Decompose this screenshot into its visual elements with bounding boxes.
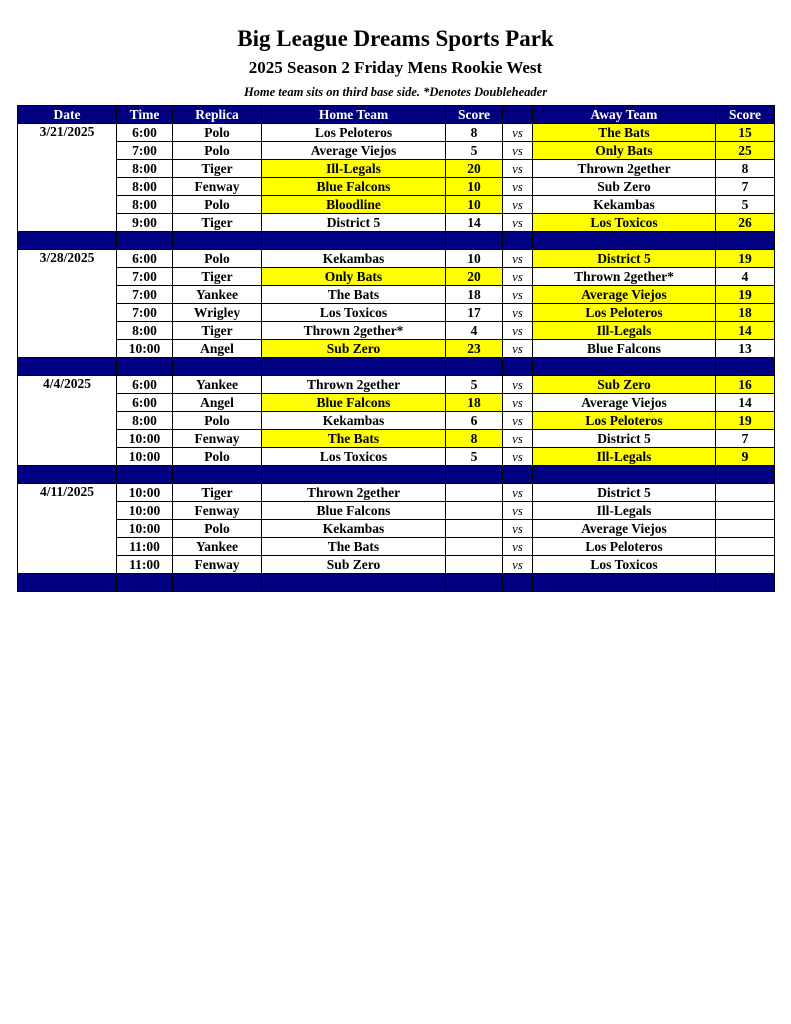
home-team-cell: Thrown 2gether: [262, 376, 446, 394]
home-score-cell: 8: [446, 124, 503, 142]
vs-cell: vs: [503, 430, 533, 448]
vs-cell: vs: [503, 214, 533, 232]
table-row: [18, 322, 775, 340]
time-cell: 11:00: [117, 538, 173, 556]
time-cell: 6:00: [117, 250, 173, 268]
away-team-cell: Average Viejos: [533, 286, 716, 304]
table-row: [18, 412, 775, 430]
field-cell: Tiger: [173, 268, 262, 286]
date-cell: [18, 214, 117, 232]
table-row: [18, 250, 775, 268]
away-team-cell: Los Toxicos: [533, 214, 716, 232]
time-cell: 6:00: [117, 124, 173, 142]
date-cell: [18, 196, 117, 214]
field-cell: Yankee: [173, 376, 262, 394]
home-team-cell: Bloodline: [262, 196, 446, 214]
away-team-cell: Los Peloteros: [533, 412, 716, 430]
separator-cell: [716, 358, 775, 376]
vs-cell: vs: [503, 538, 533, 556]
field-cell: Tiger: [173, 160, 262, 178]
col-header-home-team: Home Team: [262, 106, 446, 124]
time-cell: 10:00: [117, 484, 173, 502]
away-team-cell: Thrown 2gether*: [533, 268, 716, 286]
home-score-cell: [446, 520, 503, 538]
field-cell: Polo: [173, 448, 262, 466]
col-header-time: Time: [117, 106, 173, 124]
vs-cell: vs: [503, 502, 533, 520]
away-team-cell: Thrown 2gether: [533, 160, 716, 178]
separator-cell: [117, 466, 173, 484]
vs-cell: vs: [503, 376, 533, 394]
time-cell: 8:00: [117, 178, 173, 196]
home-team-cell: Average Viejos: [262, 142, 446, 160]
home-team-cell: The Bats: [262, 286, 446, 304]
home-team-cell: Thrown 2gether*: [262, 322, 446, 340]
date-cell: [18, 502, 117, 520]
away-score-cell: 25: [716, 142, 775, 160]
separator-cell: [533, 574, 716, 592]
separator-cell: [18, 358, 117, 376]
table-row: [18, 142, 775, 160]
away-team-cell: Average Viejos: [533, 394, 716, 412]
away-team-cell: Kekambas: [533, 196, 716, 214]
home-score-cell: 10: [446, 178, 503, 196]
time-cell: 6:00: [117, 376, 173, 394]
separator-cell: [173, 358, 262, 376]
vs-cell: vs: [503, 340, 533, 358]
home-score-cell: 23: [446, 340, 503, 358]
away-team-cell: Ill-Legals: [533, 502, 716, 520]
vs-cell: vs: [503, 484, 533, 502]
date-cell: [18, 304, 117, 322]
table-row: [18, 502, 775, 520]
home-team-cell: Ill-Legals: [262, 160, 446, 178]
away-score-cell: 7: [716, 430, 775, 448]
table-row: [18, 448, 775, 466]
field-cell: Wrigley: [173, 304, 262, 322]
home-team-cell: Sub Zero: [262, 556, 446, 574]
col-header-away-team: Away Team: [533, 106, 716, 124]
home-score-cell: 17: [446, 304, 503, 322]
home-team-cell: Kekambas: [262, 520, 446, 538]
week-separator: [18, 358, 775, 376]
home-score-cell: 5: [446, 448, 503, 466]
time-cell: 7:00: [117, 286, 173, 304]
away-score-cell: 13: [716, 340, 775, 358]
home-team-cell: The Bats: [262, 430, 446, 448]
separator-cell: [533, 358, 716, 376]
away-score-cell: 4: [716, 268, 775, 286]
vs-cell: vs: [503, 394, 533, 412]
separator-cell: [446, 574, 503, 592]
away-team-cell: Los Peloteros: [533, 304, 716, 322]
home-score-cell: [446, 556, 503, 574]
separator-cell: [503, 358, 533, 376]
table-row: [18, 160, 775, 178]
vs-cell: vs: [503, 142, 533, 160]
date-cell: [18, 268, 117, 286]
time-cell: 7:00: [117, 268, 173, 286]
separator-cell: [262, 466, 446, 484]
col-header-date: Date: [18, 106, 117, 124]
table-row: [18, 214, 775, 232]
schedule-note: Home team sits on third base side. *Denotes Doubleheader: [243, 85, 548, 99]
date-cell: [18, 538, 117, 556]
separator-cell: [716, 574, 775, 592]
home-score-cell: 18: [446, 286, 503, 304]
time-cell: 7:00: [117, 142, 173, 160]
field-cell: Polo: [173, 250, 262, 268]
away-score-cell: 5: [716, 196, 775, 214]
away-team-cell: Only Bats: [533, 142, 716, 160]
away-score-cell: 19: [716, 286, 775, 304]
vs-cell: vs: [503, 556, 533, 574]
table-row: [18, 394, 775, 412]
home-team-cell: Blue Falcons: [262, 502, 446, 520]
separator-cell: [533, 232, 716, 250]
vs-cell: vs: [503, 412, 533, 430]
away-score-cell: 14: [716, 394, 775, 412]
time-cell: 10:00: [117, 502, 173, 520]
home-score-cell: [446, 538, 503, 556]
separator-cell: [173, 466, 262, 484]
away-score-cell: [716, 556, 775, 574]
away-team-cell: District 5: [533, 484, 716, 502]
date-cell: [18, 160, 117, 178]
week-separator: [18, 232, 775, 250]
separator-cell: [446, 232, 503, 250]
field-cell: Fenway: [173, 556, 262, 574]
separator-cell: [262, 232, 446, 250]
page-subtitle: 2025 Season 2 Friday Mens Rookie West: [248, 58, 543, 77]
date-cell: [18, 286, 117, 304]
vs-cell: vs: [503, 448, 533, 466]
away-team-cell: Sub Zero: [533, 376, 716, 394]
vs-cell: vs: [503, 250, 533, 268]
vs-cell: vs: [503, 124, 533, 142]
header-row: [18, 106, 775, 124]
date-cell: 3/28/2025: [18, 250, 117, 268]
away-score-cell: [716, 538, 775, 556]
time-cell: 11:00: [117, 556, 173, 574]
separator-cell: [262, 574, 446, 592]
home-team-cell: Blue Falcons: [262, 394, 446, 412]
separator-cell: [446, 358, 503, 376]
home-team-cell: Kekambas: [262, 250, 446, 268]
field-cell: Polo: [173, 196, 262, 214]
away-team-cell: Sub Zero: [533, 178, 716, 196]
home-score-cell: 8: [446, 430, 503, 448]
table-row: [18, 484, 775, 502]
home-team-cell: Thrown 2gether: [262, 484, 446, 502]
away-score-cell: 8: [716, 160, 775, 178]
home-score-cell: [446, 502, 503, 520]
home-team-cell: District 5: [262, 214, 446, 232]
vs-cell: vs: [503, 268, 533, 286]
separator-cell: [117, 358, 173, 376]
away-team-cell: The Bats: [533, 124, 716, 142]
home-score-cell: 5: [446, 142, 503, 160]
table-row: [18, 376, 775, 394]
time-cell: 10:00: [117, 520, 173, 538]
home-score-cell: [446, 484, 503, 502]
home-team-cell: Sub Zero: [262, 340, 446, 358]
separator-cell: [503, 232, 533, 250]
separator-cell: [18, 232, 117, 250]
table-row: [18, 538, 775, 556]
field-cell: Yankee: [173, 286, 262, 304]
table-row: [18, 268, 775, 286]
field-cell: Polo: [173, 520, 262, 538]
separator-cell: [716, 232, 775, 250]
date-cell: [18, 556, 117, 574]
field-cell: Tiger: [173, 214, 262, 232]
date-cell: 4/11/2025: [18, 484, 117, 502]
home-team-cell: Los Toxicos: [262, 448, 446, 466]
vs-cell: vs: [503, 178, 533, 196]
home-score-cell: 10: [446, 196, 503, 214]
week-separator: [18, 574, 775, 592]
separator-cell: [503, 574, 533, 592]
time-cell: 9:00: [117, 214, 173, 232]
field-cell: Angel: [173, 340, 262, 358]
separator-cell: [716, 466, 775, 484]
table-row: [18, 196, 775, 214]
schedule-table: [17, 105, 775, 592]
field-cell: Polo: [173, 142, 262, 160]
date-cell: [18, 142, 117, 160]
vs-cell: vs: [503, 322, 533, 340]
home-team-cell: The Bats: [262, 538, 446, 556]
table-row: [18, 178, 775, 196]
home-score-cell: 5: [446, 376, 503, 394]
date-cell: [18, 178, 117, 196]
field-cell: Fenway: [173, 178, 262, 196]
home-score-cell: 14: [446, 214, 503, 232]
field-cell: Fenway: [173, 502, 262, 520]
away-score-cell: 18: [716, 304, 775, 322]
col-header-replica: Replica: [173, 106, 262, 124]
col-header-away-score: Score: [716, 106, 775, 124]
home-team-cell: Los Peloteros: [262, 124, 446, 142]
away-score-cell: 14: [716, 322, 775, 340]
separator-cell: [117, 232, 173, 250]
away-score-cell: [716, 484, 775, 502]
home-score-cell: 6: [446, 412, 503, 430]
date-cell: [18, 322, 117, 340]
date-cell: [18, 520, 117, 538]
separator-cell: [262, 358, 446, 376]
field-cell: Polo: [173, 124, 262, 142]
away-score-cell: 16: [716, 376, 775, 394]
vs-cell: vs: [503, 520, 533, 538]
vs-cell: vs: [503, 286, 533, 304]
col-header-home-score: Score: [446, 106, 503, 124]
time-cell: 8:00: [117, 160, 173, 178]
time-cell: 8:00: [117, 196, 173, 214]
field-cell: Polo: [173, 412, 262, 430]
date-cell: [18, 340, 117, 358]
away-team-cell: Ill-Legals: [533, 322, 716, 340]
field-cell: Tiger: [173, 322, 262, 340]
table-row: [18, 124, 775, 142]
time-cell: 8:00: [117, 322, 173, 340]
home-team-cell: Blue Falcons: [262, 178, 446, 196]
home-team-cell: Los Toxicos: [262, 304, 446, 322]
date-cell: [18, 394, 117, 412]
date-cell: 3/21/2025: [18, 124, 117, 142]
time-cell: 7:00: [117, 304, 173, 322]
separator-cell: [173, 232, 262, 250]
vs-cell: vs: [503, 160, 533, 178]
away-team-cell: Los Peloteros: [533, 538, 716, 556]
time-cell: 10:00: [117, 430, 173, 448]
table-row: [18, 520, 775, 538]
field-cell: Yankee: [173, 538, 262, 556]
away-score-cell: 19: [716, 250, 775, 268]
separator-cell: [18, 574, 117, 592]
time-cell: 10:00: [117, 448, 173, 466]
away-score-cell: [716, 502, 775, 520]
away-team-cell: District 5: [533, 250, 716, 268]
table-row: [18, 556, 775, 574]
page-title: Big League Dreams Sports Park: [237, 26, 554, 51]
field-cell: Tiger: [173, 484, 262, 502]
home-score-cell: 10: [446, 250, 503, 268]
separator-cell: [117, 574, 173, 592]
vs-cell: vs: [503, 196, 533, 214]
date-cell: 4/4/2025: [18, 376, 117, 394]
away-team-cell: Los Toxicos: [533, 556, 716, 574]
field-cell: Angel: [173, 394, 262, 412]
separator-cell: [446, 466, 503, 484]
away-team-cell: Ill-Legals: [533, 448, 716, 466]
table-row: [18, 430, 775, 448]
schedule-body: [18, 124, 775, 592]
date-cell: [18, 430, 117, 448]
home-team-cell: Kekambas: [262, 412, 446, 430]
time-cell: 8:00: [117, 412, 173, 430]
week-separator: [18, 466, 775, 484]
separator-cell: [533, 466, 716, 484]
time-cell: 6:00: [117, 394, 173, 412]
home-team-cell: Only Bats: [262, 268, 446, 286]
away-team-cell: Average Viejos: [533, 520, 716, 538]
home-score-cell: 4: [446, 322, 503, 340]
away-score-cell: 15: [716, 124, 775, 142]
table-row: [18, 286, 775, 304]
table-row: [18, 304, 775, 322]
away-team-cell: Blue Falcons: [533, 340, 716, 358]
separator-cell: [18, 466, 117, 484]
home-score-cell: 20: [446, 268, 503, 286]
separator-cell: [503, 466, 533, 484]
vs-cell: vs: [503, 304, 533, 322]
date-cell: [18, 412, 117, 430]
away-team-cell: District 5: [533, 430, 716, 448]
home-score-cell: 20: [446, 160, 503, 178]
away-score-cell: 26: [716, 214, 775, 232]
field-cell: Fenway: [173, 430, 262, 448]
away-score-cell: 7: [716, 178, 775, 196]
away-score-cell: [716, 520, 775, 538]
time-cell: 10:00: [117, 340, 173, 358]
away-score-cell: 9: [716, 448, 775, 466]
table-row: [18, 340, 775, 358]
separator-cell: [173, 574, 262, 592]
date-cell: [18, 448, 117, 466]
col-header-vs: [503, 106, 533, 124]
away-score-cell: 19: [716, 412, 775, 430]
home-score-cell: 18: [446, 394, 503, 412]
